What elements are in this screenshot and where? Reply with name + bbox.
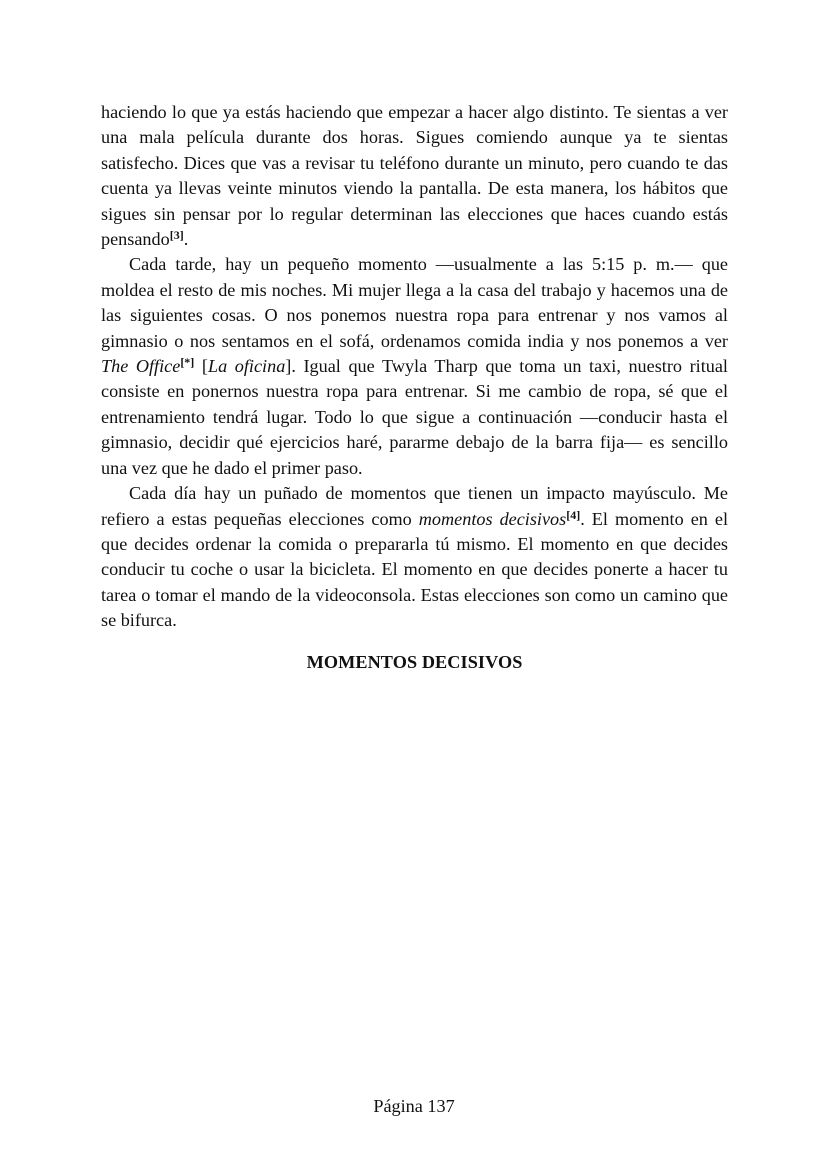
paragraph-3-text-a: Cada día hay un puñado de momentos que tienen un impacto mayúsculo. Me refiero a estas pequeñas elecciones como [101,483,728,529]
emphasized-term: momentos decisivos [418,508,567,529]
paragraph-2-text-c: ]. Igual que Twyla Tharp que toma un taxi, nuestro ritual consiste en ponernos nuestra ropa para entrenar. Si me cambio de ropa, sé que el entrenamiento tendrá lugar. Todo lo que sigue a continuación —conducir hasta el gimnasio, decidir qué ejercicios haré, pararme debajo de la barra fija— es sencillo una vez que he dado el primer paso. [101,356,728,478]
paragraph-1 [101,100,728,252]
paragraph-2 [101,252,728,481]
footnote-ref-3[interactable]: [3] [169,228,184,243]
paragraph-3-text-b: . El momento en el que decides ordenar la comida o prepararla tú mismo. El momento en que decides conducir tu coche o usar la bicicleta. El momento en que decides ponerte a hacer tu tarea o tomar el mando de la videoconsola. Estas elecciones son como un camino que se bifurca. [101,508,728,631]
footnote-ref-asterisk[interactable]: [*] [180,355,195,370]
section-heading: MOMENTOS DECISIVOS [306,651,523,672]
paragraph-1-end: . [183,229,189,250]
paragraph-1-text: haciendo lo que ya estás haciendo que empezar a hacer algo distinto. Te sientas a ver una mala película durante dos horas. Sigues comiendo aunque ya te sientas satisfecho. Dices que vas a revisar tu teléfono durante un minuto, pero cuando te das cuenta ya llevas veinte minutos viendo la pantalla. De esta manera, los hábitos que sigues sin pensar por lo regular determinan las elecciones que haces cuando estás pensando [101,102,728,250]
show-title-translation: La oficina [207,356,286,377]
paragraph-2-text-a: Cada tarde, hay un pequeño momento —usualmente a las 5:15 p. m.— que moldea el resto de mis noches. Mi mujer llega a la casa del trabajo y hacemos una de las siguientes cosas. O nos ponemos nuestra ropa para entrenar y nos vamos al gimnasio o nos sentamos en el sofá, ordenamos comida india y nos ponemos a ver [101,254,728,351]
page-number: Página 137 [373,1096,455,1116]
paragraph-2-text-b: [ [194,356,208,377]
page-body [101,100,728,675]
show-title: The Office [101,356,181,377]
paragraph-3 [101,481,728,633]
footnote-ref-4[interactable]: [4] [566,507,581,522]
